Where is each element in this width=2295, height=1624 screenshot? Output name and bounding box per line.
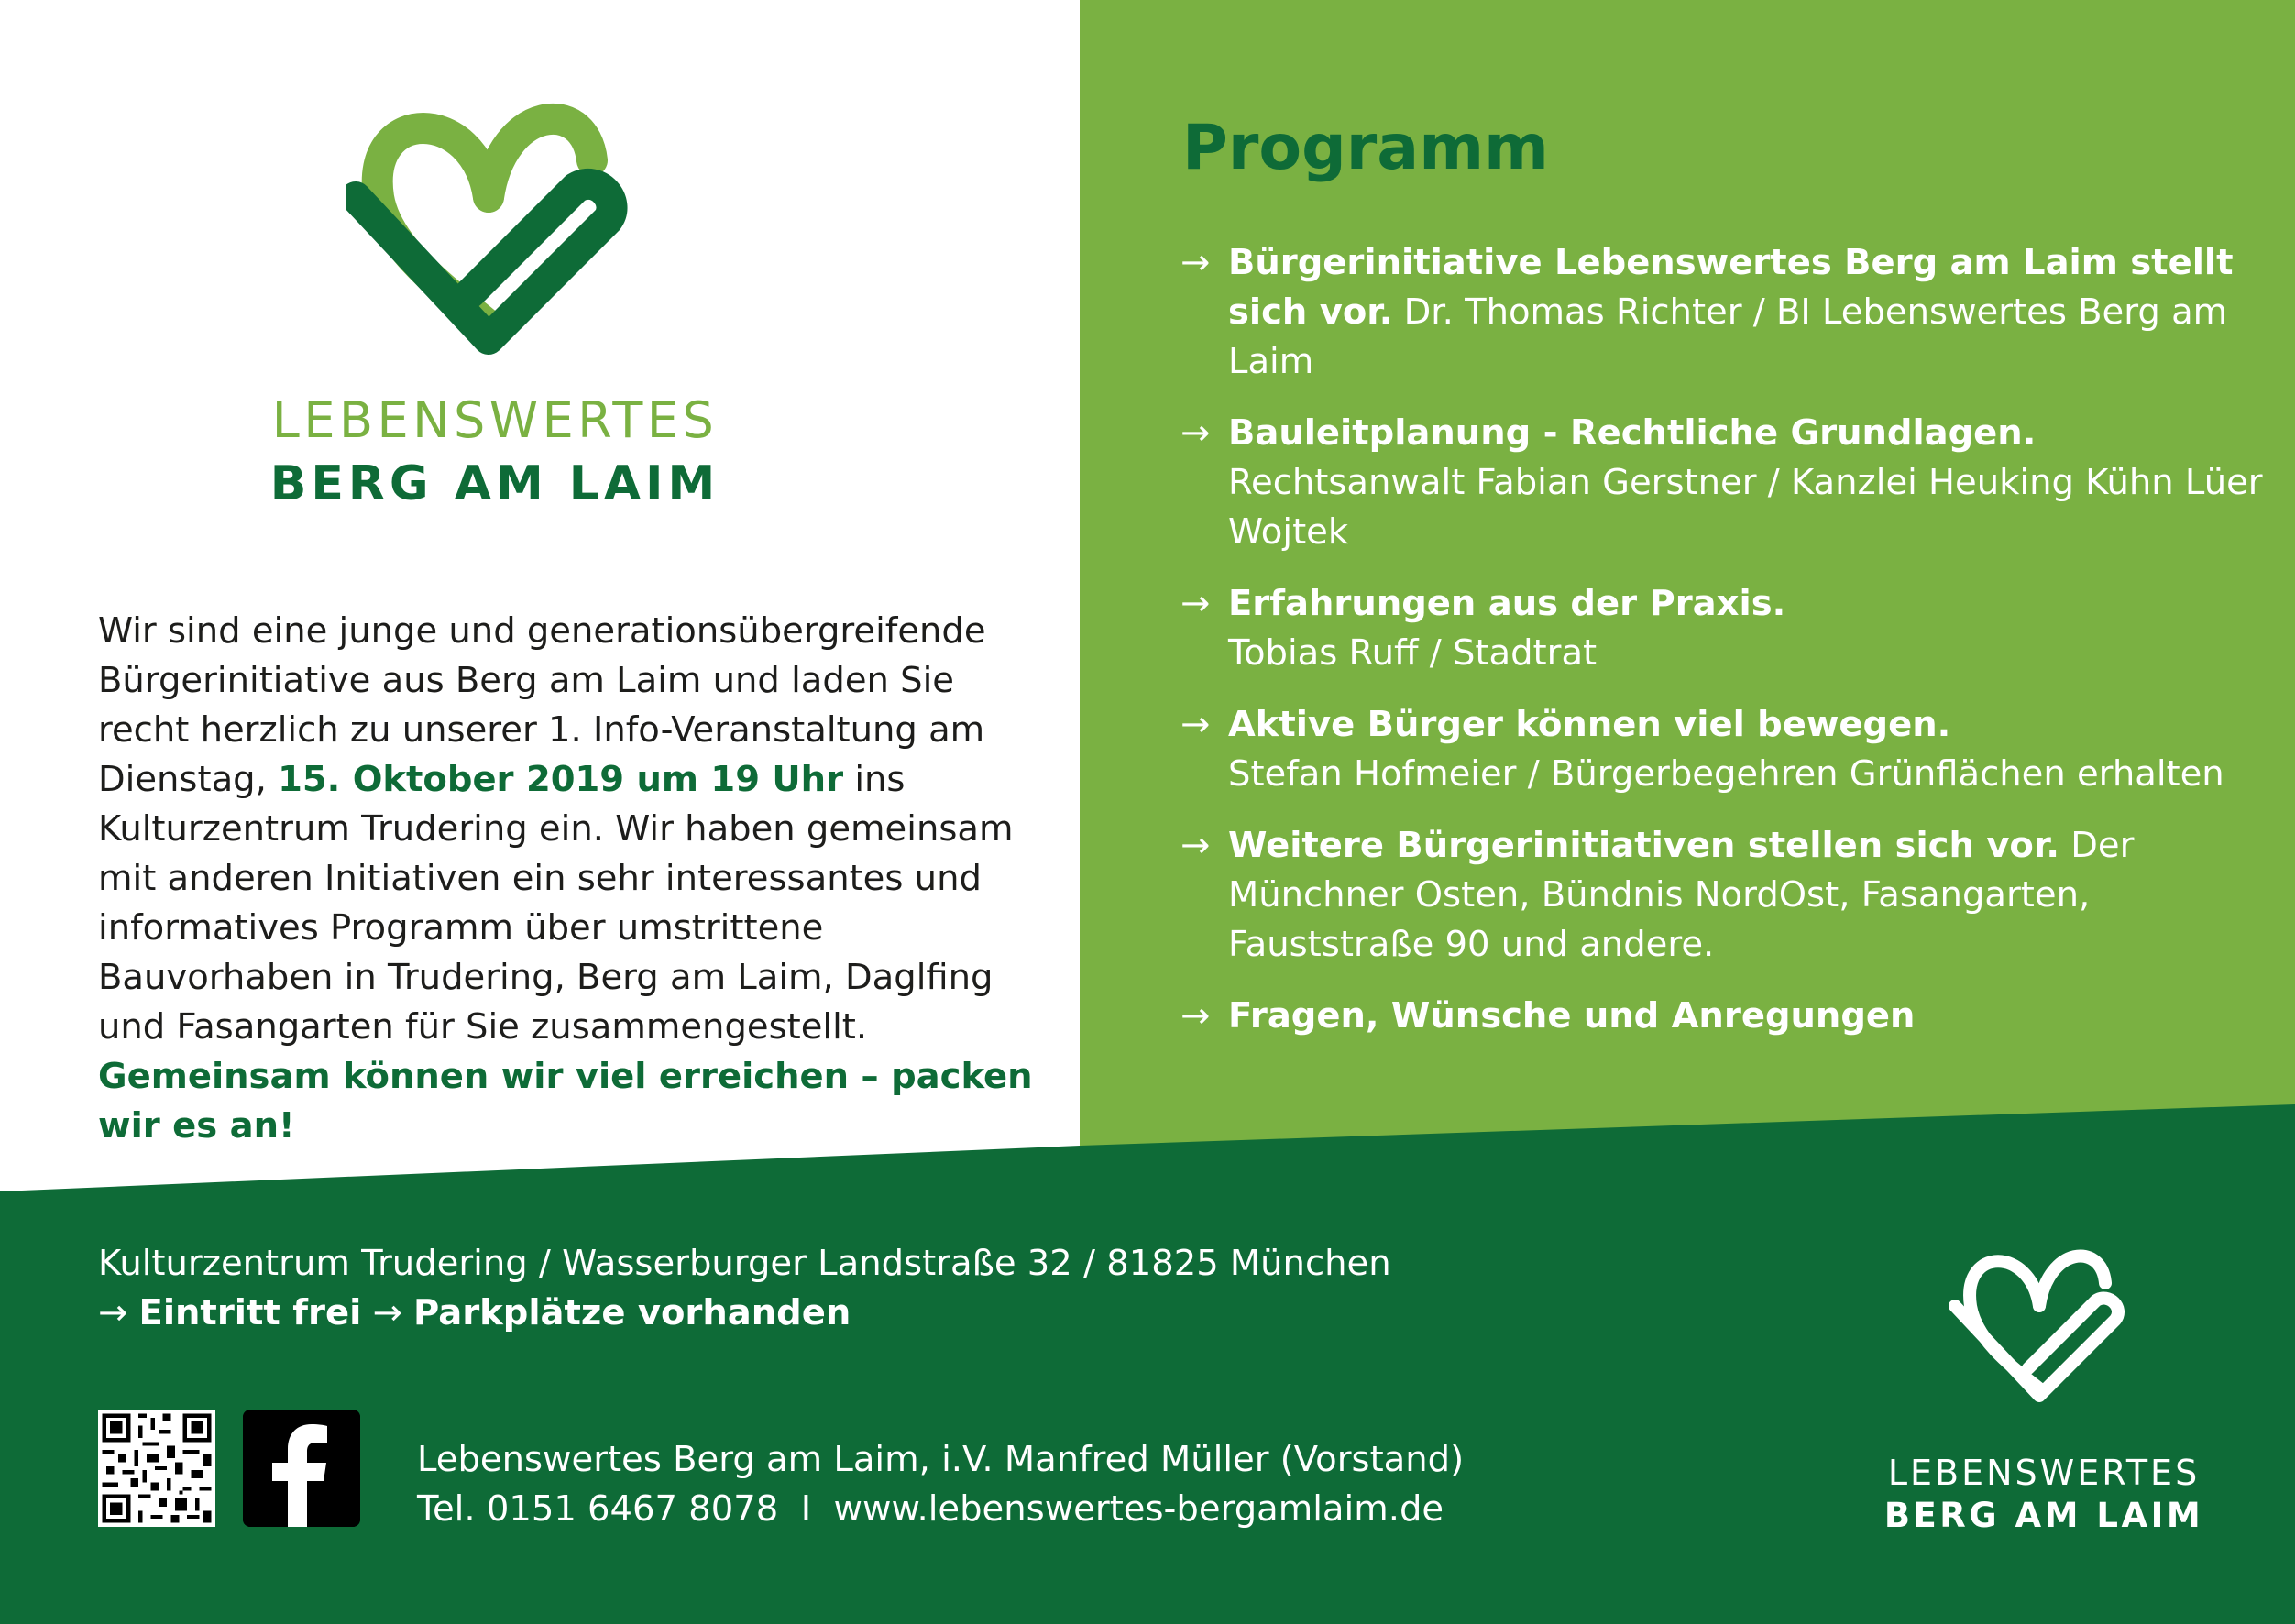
- program-item-title: Fragen, Wünsche und Anregungen: [1228, 995, 1916, 1037]
- program-item: [1180, 409, 2280, 557]
- arrow-right-icon: →: [1180, 704, 1211, 745]
- heart-checkmark-icon: [1948, 1242, 2131, 1411]
- parking-info: Parkplätze vorhanden: [413, 1292, 851, 1333]
- arrow-right-icon: →: [1180, 825, 1211, 866]
- qr-code-icon[interactable]: [98, 1410, 215, 1527]
- program-item-title: Erfahrungen aus der Praxis.: [1228, 583, 1786, 624]
- venue-address: Kulturzentrum Trudering / Wasserburger Landstraße 32 / 81825 München: [98, 1243, 1391, 1284]
- footer-brand-line2: BERG AM LAIM: [1883, 1496, 2204, 1535]
- call-to-action: Gemeinsam können wir viel erreichen – packen wir es an!: [98, 1056, 1033, 1147]
- program-item: [1180, 579, 2280, 678]
- program-item-detail: Dr. Thomas Richter / BI Lebenswertes Berg am Laim: [1228, 291, 2228, 382]
- program-item-title: Bauleitplanung - Rechtliche Grundlagen.: [1228, 412, 2037, 454]
- program-title: Programm: [1182, 112, 1549, 184]
- arrow-right-icon: →: [372, 1292, 402, 1333]
- heart-checkmark-icon: [346, 96, 631, 362]
- program-item: [1180, 238, 2280, 387]
- facebook-icon[interactable]: [243, 1410, 360, 1527]
- program-item-detail: Rechtsanwalt Fabian Gerstner / Kanzlei Heuking Kühn Lüer Wojtek: [1228, 462, 2263, 553]
- contact-name: Lebenswertes Berg am Laim, i.V. Manfred Müller (Vorstand): [417, 1439, 1465, 1480]
- brand-name-line2: BERG AM LAIM: [269, 456, 720, 511]
- program-item: [1180, 700, 2280, 799]
- program-item: [1180, 992, 2280, 1041]
- intro-text: Wir sind eine junge und generationsübergreifende Bürgerinitiative aus Berg am Laim und laden Sie recht herzlich zu unserer 1. Info-Veranstaltung am Dienstag,: [98, 610, 986, 800]
- brand-name-line1: LEBENSWERTES: [271, 391, 719, 449]
- event-date: 15. Oktober 2019 um 19 Uhr: [278, 759, 844, 800]
- arrow-right-icon: →: [1180, 583, 1211, 624]
- program-item-title: Weitere Bürgerinitiativen stellen sich vor.: [1228, 825, 2059, 866]
- arrow-right-icon: →: [1180, 995, 1211, 1037]
- contact-phone-website[interactable]: Tel. 0151 6467 8078 I www.lebenswertes-bergamlaim.de: [417, 1488, 1444, 1530]
- program-item-detail: Stefan Hofmeier / Bürgerbegehren Grünflächen erhalten: [1228, 753, 2224, 795]
- program-item-title: Bürgerinitiative Lebenswertes Berg am Laim stellt sich vor.: [1228, 242, 2234, 333]
- program-list: [1180, 238, 2280, 1063]
- program-item-title: Aktive Bürger können viel bewegen.: [1228, 704, 1951, 745]
- program-item-detail: Der Münchner Osten, Bündnis NordOst, Fasangarten, Fauststraße 90 und andere.: [1228, 825, 2135, 965]
- arrow-right-icon: →: [1180, 242, 1211, 283]
- venue-info: [98, 1239, 1391, 1338]
- entry-info: Eintritt frei: [138, 1292, 362, 1333]
- program-item: [1180, 821, 2280, 970]
- footer-brand-line1: LEBENSWERTES: [1887, 1453, 2201, 1493]
- arrow-right-icon: →: [98, 1292, 128, 1333]
- program-item-detail: Tobias Ruff / Stadtrat: [1228, 632, 1598, 674]
- intro-paragraph: [98, 607, 1033, 1151]
- contact-info: [417, 1435, 1464, 1534]
- arrow-right-icon: →: [1180, 412, 1211, 454]
- intro-text-continued: ins Kulturzentrum Trudering ein. Wir haben gemeinsam mit anderen Initiativen ein sehr interessantes und informatives Programm über umstrittene Bauvorhaben in Trudering, Berg am Laim, Daglfing und Fasangarten für Sie zusammengestellt.: [98, 759, 1014, 1048]
